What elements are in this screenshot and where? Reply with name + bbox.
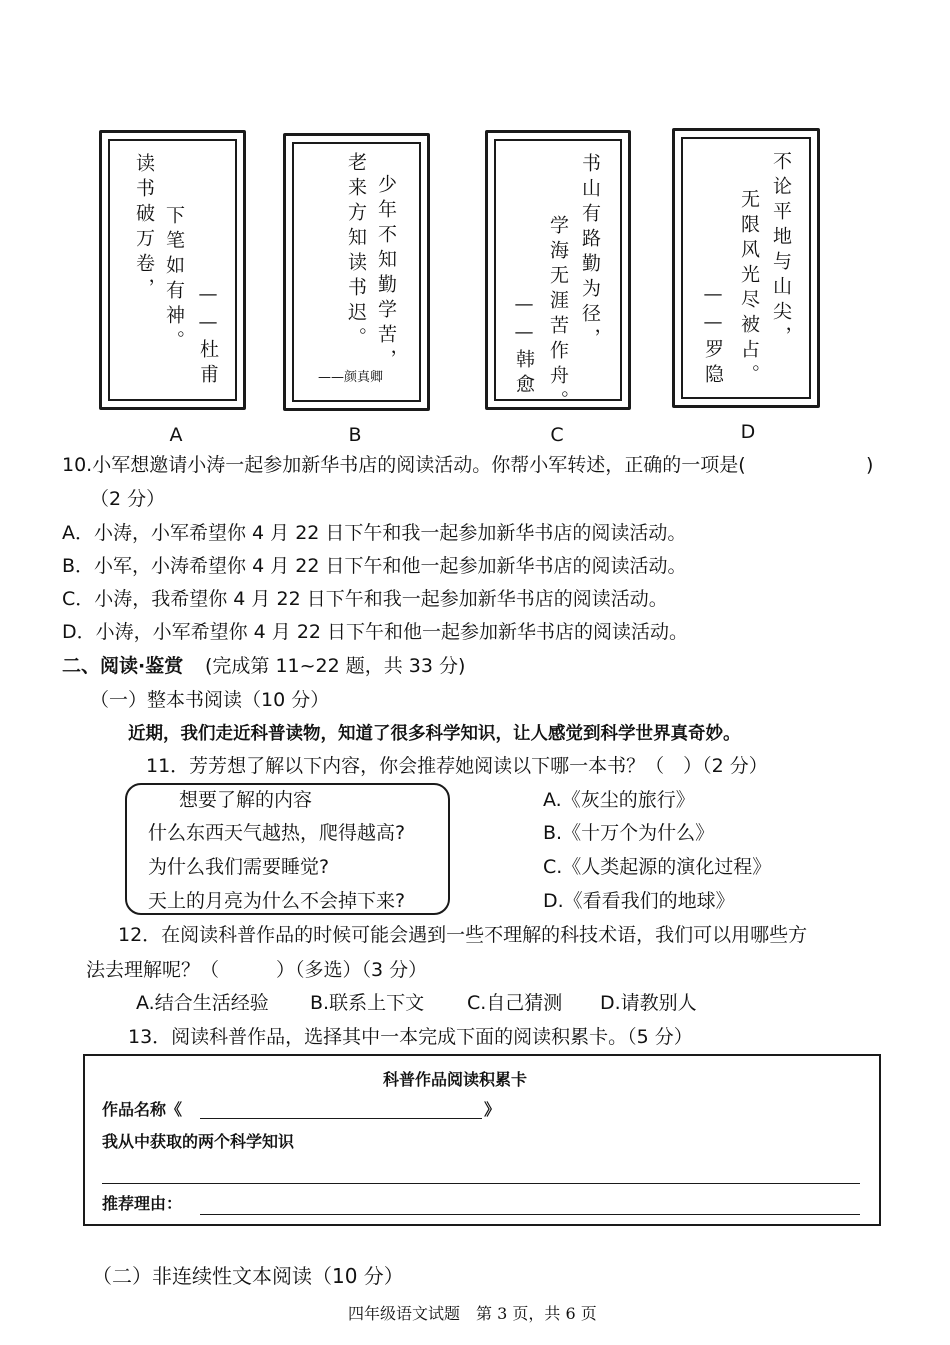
page-footer: 四年级语文试题 第 3 页，共 6 页: [348, 1304, 597, 1323]
q10-option-c: C．小涛，我希望你 4 月 22 日下午和我一起参加新华书店的阅读活动。: [62, 588, 668, 610]
reason-blank[interactable]: [200, 1214, 860, 1215]
q10-option-a: A．小涛，小军希望你 4 月 22 日下午和我一起参加新华书店的阅读活动。: [62, 522, 687, 544]
card-b: [283, 133, 430, 411]
card-c-line-2: 学海无涯苦作舟。: [547, 215, 569, 415]
q12-option-b: B.联系上下文: [310, 992, 425, 1014]
card-b-line-1: 少年不知勤学苦，: [375, 174, 397, 374]
card-title: 科普作品阅读积累卡: [383, 1070, 528, 1089]
section2-subtitle: (完成第 11~22 题，共 33 分): [205, 655, 466, 677]
q12-stem-2: 法去理解呢？（ ）（多选）（3 分）: [86, 959, 428, 981]
section2-part1: （一）整本书阅读（10 分）: [90, 689, 330, 711]
q12-option-c: C.自己猜测: [467, 992, 563, 1014]
card-a: [99, 130, 246, 410]
part2-heading: （二）非连续性文本阅读（10 分）: [92, 1264, 404, 1288]
work-name-blank[interactable]: [200, 1118, 482, 1119]
q11-option-b: B.《十万个为什么》: [543, 822, 715, 844]
q10-option-d: D．小涛，小军希望你 4 月 22 日下午和他一起参加新华书店的阅读活动。: [62, 621, 689, 643]
q11-box-line-2: 为什么我们需要睡觉?: [148, 856, 330, 878]
card-d-line-1: 不论平地与山尖，: [770, 151, 792, 351]
q12-option-d: D.请教别人: [600, 992, 697, 1014]
section2-title: 二、阅读·鉴赏: [62, 655, 184, 677]
work-name-close: 》: [484, 1100, 501, 1119]
knowledge-label: 我从中获取的两个科学知识: [102, 1132, 295, 1151]
q12-stem-1: 12．在阅读科普作品的时候可能会遇到一些不理解的科技术语，我们可以用哪些方: [118, 924, 808, 946]
q10-stem: 10.小军想邀请小涛一起参加新华书店的阅读活动。你帮小军转述，正确的一项是(: [62, 454, 746, 476]
q12-option-a: A.结合生活经验: [136, 992, 269, 1014]
q11-stem: 11．芳芳想了解以下内容，你会推荐她阅读以下哪一本书？（ ）（2 分）: [146, 755, 768, 777]
q11-option-a: A.《灰尘的旅行》: [543, 789, 695, 811]
card-a-label: A: [169, 424, 183, 446]
card-c-line-1: 书山有路勤为径，: [579, 153, 601, 353]
q11-option-d: D.《看看我们的地球》: [543, 890, 735, 912]
card-a-author: ——杜甫: [197, 283, 219, 389]
card-c-author: ——韩愈: [513, 293, 535, 399]
card-c-label: C: [550, 424, 564, 446]
card-b-author: ——颜真卿: [318, 370, 384, 385]
card-a-line-2: 下笔如有神。: [163, 205, 185, 355]
knowledge-blank[interactable]: [102, 1183, 860, 1184]
card-b-label: B: [348, 424, 362, 446]
card-b-line-2: 老来方知读书迟。: [345, 152, 367, 352]
q10-stem-close: ): [866, 454, 874, 476]
q10-option-b: B．小军，小涛希望你 4 月 22 日下午和他一起参加新华书店的阅读活动。: [62, 555, 687, 577]
card-d: [672, 128, 820, 408]
work-name-label: 作品名称《: [102, 1100, 183, 1119]
q11-box-line-3: 天上的月亮为什么不会掉下来?: [148, 890, 406, 912]
q13-stem: 13．阅读科普作品，选择其中一本完成下面的阅读积累卡。（5 分）: [128, 1026, 693, 1048]
section2-intro: 近期，我们走近科普读物，知道了很多科学知识，让人感觉到科学世界真奇妙。: [128, 724, 741, 744]
card-d-line-2: 无限风光尽被占。: [738, 189, 760, 389]
q10-score: （2 分）: [90, 488, 166, 510]
q11-box-title: 想要了解的内容: [179, 789, 313, 811]
reason-label: 推荐理由：: [102, 1194, 183, 1213]
card-d-label: D: [740, 421, 756, 443]
card-d-author: ——罗隐: [702, 283, 724, 389]
card-c: [485, 130, 631, 415]
q11-option-c: C.《人类起源的演化过程》: [543, 856, 772, 878]
card-a-line-1: 读书破万卷，: [133, 153, 155, 303]
q11-box-line-1: 什么东西天气越热，爬得越高?: [148, 822, 406, 844]
